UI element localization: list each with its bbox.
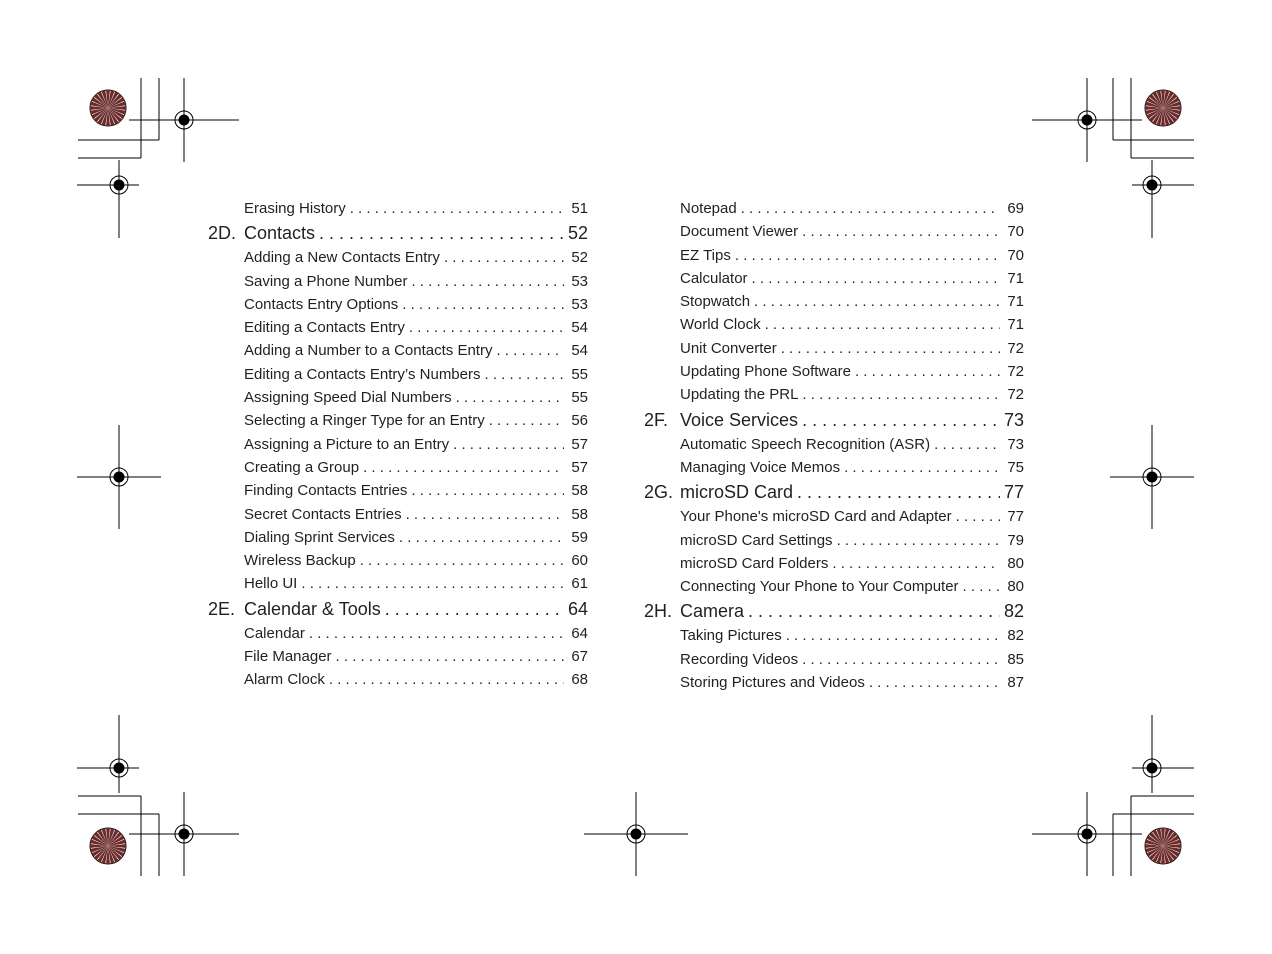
page-number: 59 (571, 528, 588, 546)
toc-right-column (636, 200, 1024, 697)
entry-title: Connecting Your Phone to Your Computer (680, 578, 959, 596)
page-number: 71 (1007, 293, 1024, 311)
dot-leader (786, 627, 1000, 644)
dot-leader (411, 273, 564, 290)
entry-title: Storing Pictures and Videos (680, 674, 865, 692)
toc-entry (636, 532, 1024, 555)
entry-title: microSD Card Settings (680, 531, 833, 549)
toc-entry (200, 648, 588, 671)
page-number: 71 (1007, 316, 1024, 334)
toc-entry (636, 247, 1024, 270)
toc-entry (636, 223, 1024, 246)
entry-title: File Manager (244, 648, 332, 666)
toc-entry (200, 552, 588, 575)
entry-title: Taking Pictures (680, 627, 782, 645)
toc-entry (200, 436, 588, 459)
dot-leader (797, 482, 1000, 503)
dot-leader (934, 436, 1000, 453)
entry-title: Your Phone's microSD Card and Adapter (680, 508, 952, 526)
page-number: 82 (1003, 601, 1024, 622)
entry-title: Erasing History (244, 200, 346, 217)
entry-title: EZ Tips (680, 246, 731, 264)
entry-title: Finding Contacts Entries (244, 482, 408, 500)
entry-title: Calendar (244, 624, 305, 642)
page-number: 61 (571, 575, 588, 593)
page-number: 72 (1007, 363, 1024, 381)
page-number: 77 (1007, 508, 1024, 526)
toc-section (636, 601, 1024, 627)
entry-title: Automatic Speech Recognition (ASR) (680, 435, 931, 453)
section-number: 2E. (208, 598, 236, 619)
toc-entry (636, 436, 1024, 459)
dot-leader (336, 648, 564, 665)
toc-section (200, 223, 588, 249)
toc-entry (200, 506, 588, 529)
page-number: 82 (1007, 627, 1024, 645)
toc-entry (636, 627, 1024, 650)
page-number: 72 (1007, 339, 1024, 357)
entry-title: Hello UI (244, 575, 298, 593)
page-number: 52 (571, 249, 588, 267)
toc-entry (636, 674, 1024, 697)
toc-entry (636, 363, 1024, 386)
toc-entry (200, 342, 588, 365)
page-number: 67 (571, 648, 588, 666)
entry-title: Assigning Speed Dial Numbers (244, 389, 452, 407)
toc-entry (636, 578, 1024, 601)
dot-leader (956, 508, 1000, 525)
toc-entry (636, 340, 1024, 363)
dot-leader (385, 599, 564, 620)
page-number: 70 (1007, 223, 1024, 241)
entry-title: Stopwatch (680, 293, 751, 311)
page-number: 51 (571, 200, 588, 217)
page-number: 58 (571, 505, 588, 523)
entry-title: Creating a Group (244, 458, 360, 476)
entry-title: Adding a New Contacts Entry (244, 249, 440, 267)
toc-entry (200, 625, 588, 648)
dot-leader (444, 249, 564, 266)
entry-title: Editing a Contacts Entry (244, 319, 405, 337)
toc-entry (636, 555, 1024, 578)
toc-entry (200, 296, 588, 319)
entry-title: Alarm Clock (244, 671, 325, 689)
toc-entry (636, 270, 1024, 293)
dot-leader (329, 671, 564, 688)
page-number: 72 (1007, 386, 1024, 404)
dot-leader (350, 200, 564, 217)
dot-leader (802, 410, 1000, 431)
toc-entry (200, 273, 588, 296)
toc-entry (200, 459, 588, 482)
page-number: 58 (571, 482, 588, 500)
entry-title: Updating Phone Software (680, 363, 851, 381)
entry-title: Notepad (680, 200, 737, 217)
dot-leader (781, 340, 1000, 357)
toc-entry (636, 651, 1024, 674)
dot-leader (765, 316, 1000, 333)
toc-entry (200, 389, 588, 412)
entry-title: Document Viewer (680, 223, 799, 241)
dot-leader (802, 386, 1000, 403)
section-number: 2G. (644, 482, 674, 503)
dot-leader (489, 412, 564, 429)
entry-title: Calculator (680, 269, 748, 287)
toc-entry (636, 200, 1024, 223)
dot-leader (453, 436, 564, 453)
page-number: 71 (1007, 269, 1024, 287)
page-number: 73 (1007, 435, 1024, 453)
toc-section (636, 410, 1024, 436)
entry-title: Editing a Contacts Entry’s Numbers (244, 365, 481, 383)
rosette-bottom-left (90, 828, 126, 864)
dot-leader (485, 366, 565, 383)
dot-leader (409, 319, 564, 336)
dot-leader (406, 506, 564, 523)
page-number: 55 (571, 365, 588, 383)
page-number: 53 (571, 295, 588, 313)
toc-entry (200, 319, 588, 342)
dot-leader (301, 575, 564, 592)
page-number: 70 (1007, 246, 1024, 264)
dot-leader (754, 293, 1000, 310)
page-number: 60 (571, 552, 588, 570)
dot-leader (844, 459, 1000, 476)
page-number: 73 (1003, 409, 1024, 430)
toc-section (636, 482, 1024, 508)
page-number: 87 (1007, 674, 1024, 692)
toc-entry (636, 459, 1024, 482)
dot-leader (752, 270, 1000, 287)
entry-title: Updating the PRL (680, 386, 799, 404)
section-number: 2D. (208, 223, 237, 244)
toc-entry (200, 412, 588, 435)
toc-entry (636, 508, 1024, 531)
toc-entry (636, 316, 1024, 339)
entry-title: Camera (680, 601, 745, 622)
rosette-top-right (1145, 90, 1181, 126)
entry-title: microSD Card (680, 482, 794, 503)
page-number: 80 (1007, 554, 1024, 572)
entry-title: Saving a Phone Number (244, 272, 408, 290)
entry-title: Assigning a Picture to an Entry (244, 435, 450, 453)
dot-leader (735, 247, 1000, 264)
dot-leader (456, 389, 564, 406)
page-number: 53 (571, 272, 588, 290)
entry-title: Selecting a Ringer Type for an Entry (244, 412, 485, 430)
dot-leader (402, 296, 564, 313)
toc-entry (200, 575, 588, 598)
page-number: 79 (1007, 531, 1024, 549)
dot-leader (363, 459, 564, 476)
page-number: 75 (1007, 458, 1024, 476)
page-number: 69 (1007, 200, 1024, 217)
entry-title: Dialing Sprint Services (244, 528, 395, 546)
dot-leader (360, 552, 564, 569)
page-number: 56 (571, 412, 588, 430)
entry-title: Calendar & Tools (244, 598, 381, 619)
dot-leader (399, 529, 564, 546)
entry-title: Secret Contacts Entries (244, 505, 402, 523)
dot-leader (802, 651, 1000, 668)
page-number: 64 (567, 598, 588, 619)
dot-leader (748, 601, 1000, 622)
entry-title: Managing Voice Memos (680, 458, 841, 476)
page-number: 64 (571, 624, 588, 642)
dot-leader (319, 223, 564, 244)
dot-leader (855, 363, 1000, 380)
page-number: 77 (1003, 482, 1024, 503)
section-number: 2F. (644, 409, 669, 430)
page-number: 52 (567, 223, 588, 244)
toc-left-column (200, 200, 588, 695)
dot-leader (309, 625, 564, 642)
toc-entry (636, 386, 1024, 409)
entry-title: World Clock (680, 316, 761, 334)
toc-entry (636, 293, 1024, 316)
entry-title: Contacts Entry Options (244, 295, 399, 313)
page-number: 57 (571, 435, 588, 453)
toc-entry (200, 671, 588, 694)
dot-leader (496, 342, 564, 359)
section-number: 2H. (644, 601, 673, 622)
page-number: 54 (571, 319, 588, 337)
entry-title: Contacts (244, 223, 316, 244)
toc-entry (200, 482, 588, 505)
entry-title: Unit Converter (680, 339, 777, 357)
page-number: 57 (571, 458, 588, 476)
toc-entry (200, 366, 588, 389)
dot-leader (411, 482, 564, 499)
entry-title: Wireless Backup (244, 552, 356, 570)
page-number: 85 (1007, 650, 1024, 668)
toc-entry (200, 529, 588, 552)
entry-title: Adding a Number to a Contacts Entry (244, 342, 493, 360)
entry-title: Recording Videos (680, 650, 799, 668)
dot-leader (832, 555, 1000, 572)
entry-title: Voice Services (680, 409, 799, 430)
toc-entry (200, 200, 588, 223)
dot-leader (963, 578, 1000, 595)
page-number: 80 (1007, 578, 1024, 596)
rosette-top-left (90, 90, 126, 126)
dot-leader (869, 674, 1000, 691)
toc-section (200, 599, 588, 625)
dot-leader (802, 223, 1000, 240)
toc-entry (200, 249, 588, 272)
page-number: 54 (571, 342, 588, 360)
page-number: 68 (571, 671, 588, 689)
dot-leader (837, 532, 1000, 549)
entry-title: microSD Card Folders (680, 554, 829, 572)
page-number: 55 (571, 389, 588, 407)
rosette-bottom-right (1145, 828, 1181, 864)
dot-leader (741, 200, 1000, 217)
